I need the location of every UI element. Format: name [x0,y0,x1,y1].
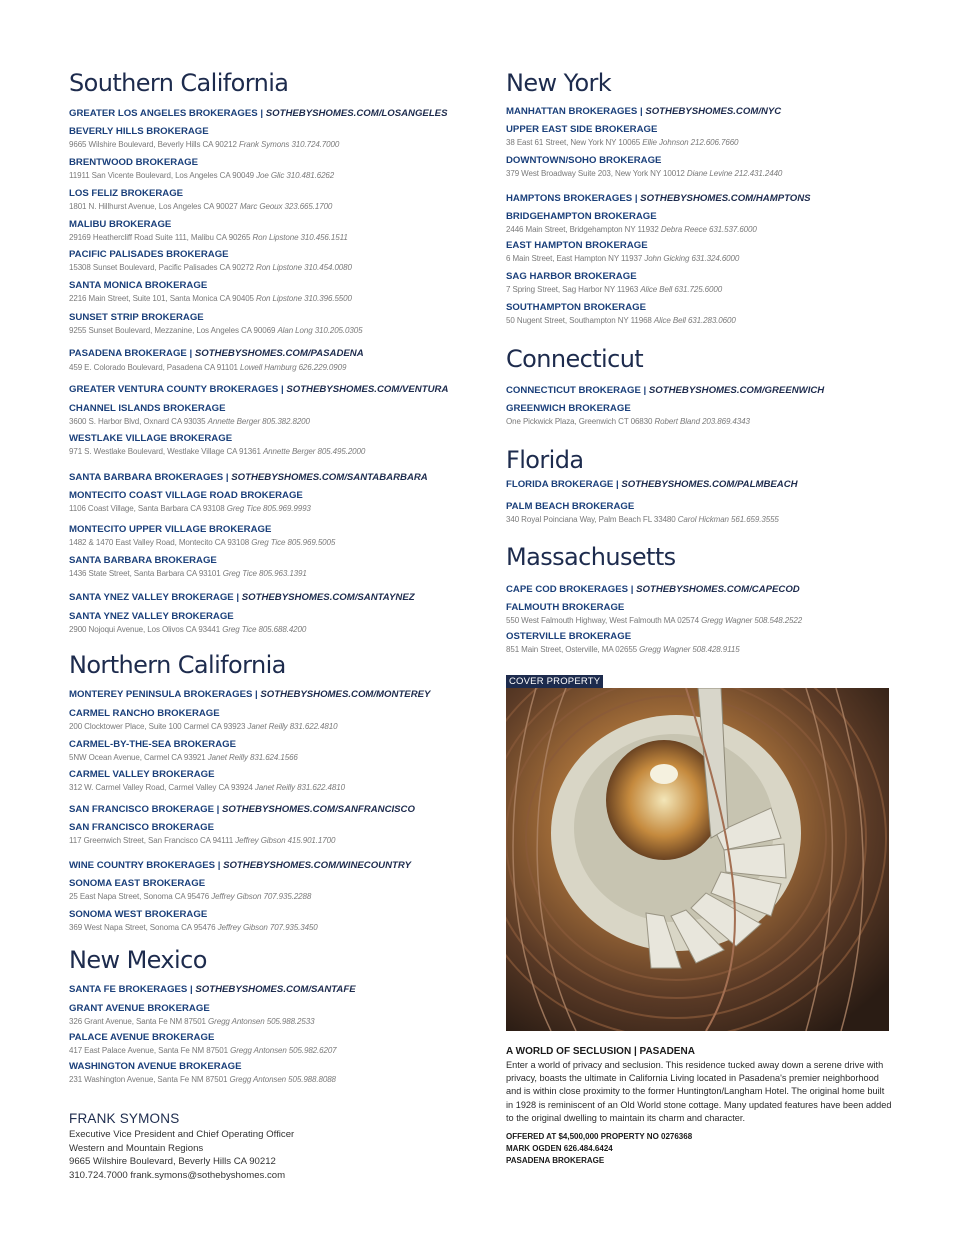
brokerage-address: 340 Royal Poinciana Way, Palm Beach FL 33480 [506,515,676,524]
brokerage-name: MONTECITO UPPER VILLAGE BROKERAGE [69,524,272,535]
brokerage-address: 1482 & 1470 East Valley Road, Montecito CA 93108 [69,538,250,547]
group-name: MANHATTAN BROKERAGES [506,106,638,117]
brokerage-name: CARMEL RANCHO BROKERAGE [69,708,220,719]
brokerage-santa-ynez-valley [69,611,306,635]
brokerage-info [506,315,736,326]
brokerage-address: One Pickwick Plaza, Greenwich CT 06830 [506,417,653,426]
brokerage-name: BEVERLY HILLS BROKERAGE [69,126,209,137]
brokerage-sag-harbor [506,271,722,295]
brokerage-carmel-valley [69,769,345,793]
separator: | [613,479,622,490]
brokerage-name: SONOMA WEST BROKERAGE [69,909,208,920]
brokerage-address: 1106 Coast Village, Santa Barbara CA 93108 [69,504,225,513]
executive-contact-block [69,1110,294,1182]
brokerage-contact: Gregg Antonsen 505.988.2533 [208,1017,315,1026]
brokerage-westlake-village [69,433,365,457]
brokerage-contact: Alice Bell 631.283.0600 [653,316,736,325]
brokerage-contact: Alice Bell 631.725.6000 [640,285,723,294]
group-website-link[interactable]: SOTHEBYSHOMES.COM/NYC [645,106,782,117]
brokerage-contact: Janet Reilly 831.622.4810 [247,722,338,731]
brokerage-name: GREENWICH BROKERAGE [506,403,631,414]
brokerage-name: SUNSET STRIP BROKERAGE [69,312,204,323]
caption-brokerage: PASADENA BROKERAGE [506,1156,605,1166]
brokerage-southampton [506,302,736,326]
brokerage-contact: Lowell Hamburg 626.229.0909 [240,363,347,372]
contact-phone-email[interactable]: 310.724.7000 frank.symons@sothebyshomes.com [69,1169,286,1181]
brokerage-contact: Janet Reilly 831.624.1566 [207,753,298,762]
brokerage-info [69,139,339,150]
cover-property-photo [506,688,889,1031]
group-name: WINE COUNTRY BROKERAGES [69,860,216,871]
brokerage-info [69,835,335,846]
brokerage-name: BRIDGEHAMPTON BROKERAGE [506,211,657,222]
brokerage-address: 7 Spring Street, Sag Harbor NY 11963 [506,285,639,294]
region-title-northern-california: Northern California [69,651,286,679]
brokerage-info [69,721,337,732]
brokerage-name: CARMEL-BY-THE-SEA BROKERAGE [69,739,237,750]
group-header-los-angeles [69,108,448,120]
brokerage-address: 9255 Sunset Boulevard, Mezzanine, Los Angeles CA 90069 [69,326,276,335]
brokerage-info [506,168,782,179]
brokerage-address: 379 West Broadway Suite 203, New York NY 10012 [506,169,685,178]
brokerage-info [506,284,722,295]
brokerage-name: PACIFIC PALISADES BROKERAGE [69,249,229,260]
brokerage-info [69,752,298,763]
brokerage-brentwood [69,157,334,181]
brokerage-name: SAN FRANCISCO BROKERAGE [69,822,214,833]
brokerage-contact: John Gicking 631.324.6000 [644,254,740,263]
brokerage-contact: Jeffrey Gibson 707.935.3450 [217,923,318,932]
brokerage-address: 9665 Wilshire Boulevard, Beverly Hills CA 90212 [69,140,237,149]
group-website-link[interactable]: SOTHEBYSHOMES.COM/SANFRANCISCO [222,804,415,815]
brokerage-info [69,922,318,933]
brokerage-address: 1436 State Street, Santa Barbara CA 93101 [69,569,221,578]
brokerage-contact: Ellie Johnson 212.606.7660 [642,138,739,147]
brokerage-contact: Ron Lipstone 310.396.5500 [256,294,352,303]
brokerage-contact: Jeffrey Gibson 415.901.1700 [235,836,336,845]
brokerage-contact: Janet Reilly 831.622.4810 [254,783,345,792]
brokerage-info [506,416,750,427]
brokerage-contact: Ron Lipstone 310.456.1511 [252,233,348,242]
group-website-link[interactable]: SOTHEBYSHOMES.COM/VENTURA [286,384,449,395]
brokerage-montecito-coast-village [69,490,311,514]
brokerage-info [506,253,739,264]
brokerage-info [69,503,311,514]
brokerage-address: 312 W. Carmel Valley Road, Carmel Valley CA 93924 [69,783,253,792]
brokerage-contact: Gregg Wagner 508.548.2522 [701,616,803,625]
brokerage-info [69,446,365,457]
separator: | [628,584,637,595]
brokerage-info [69,416,310,427]
group-header-santa-barbara [69,472,428,484]
brokerage-name: PALACE AVENUE BROKERAGE [69,1032,215,1043]
brokerage-contact: Annette Berger 805.495.2000 [262,447,366,456]
group-name: GREATER LOS ANGELES BROKERAGES [69,108,258,119]
brokerage-info [69,325,362,336]
brokerage-address: 5NW Ocean Avenue, Carmel CA 93921 [69,753,206,762]
region-title-new-york: New York [506,69,612,97]
group-header-santa-fe [69,984,356,996]
group-name: SANTA FE BROKERAGES [69,984,188,995]
group-header-florida [506,479,798,491]
brokerage-address: 200 Clocktower Place, Suite 100 Carmel CA 93923 [69,722,246,731]
caption-offered-price: OFFERED AT $4,500,000 PROPERTY NO 0276368 [506,1132,693,1142]
brokerage-info [69,293,352,304]
group-header-ventura [69,384,448,396]
group-name: SAN FRANCISCO BROKERAGE [69,804,214,815]
group-website-link[interactable]: SOTHEBYSHOMES.COM/GREENWICH [648,385,825,396]
brokerage-contact: Debra Reece 631.537.6000 [660,225,757,234]
brokerage-bridgehampton [506,211,757,235]
brokerage-name: SAG HARBOR BROKERAGE [506,271,637,282]
brokerage-downtown-soho [506,155,782,179]
brokerage-info [69,201,332,212]
brokerage-info [69,624,306,635]
caption-agent: MARK OGDEN 626.484.6424 [506,1144,613,1154]
brokerage-contact: Alan Long 310.205.0305 [277,326,363,335]
separator: | [187,984,196,995]
brokerage-contact: Frank Symons 310.724.7000 [238,140,340,149]
brokerage-address: 15308 Sunset Boulevard, Pacific Palisades CA 90272 [69,263,254,272]
brokerage-name: OSTERVILLE BROKERAGE [506,631,632,642]
separator: | [215,860,224,871]
brokerage-contact: Greg Tice 805.969.9993 [226,504,311,513]
region-title-new-mexico: New Mexico [69,946,207,974]
group-header-hamptons [506,193,811,205]
brokerage-palace-avenue [69,1032,337,1056]
region-title-massachusetts: Massachusetts [506,543,676,571]
brokerage-sonoma-west [69,909,318,933]
group-website-link[interactable]: SOTHEBYSHOMES.COM/CAPECOD [636,584,800,595]
brokerage-info [506,224,757,235]
brokerage-pasadena [69,361,346,373]
brokerage-osterville [506,631,740,655]
brokerage-address: 1801 N. Hillhurst Avenue, Los Angeles CA 90027 [69,202,238,211]
brokerage-name: SOUTHAMPTON BROKERAGE [506,302,647,313]
contact-name: FRANK SYMONS [69,1111,180,1126]
contact-title: Executive Vice President and Chief Operating Officer [69,1129,295,1140]
brokerage-contact: Marc Geoux 323.665.1700 [239,202,333,211]
brokerage-contact: Gregg Wagner 508.428.9115 [639,645,740,654]
contact-region: Western and Mountain Regions [69,1142,204,1154]
brokerage-contact: Annette Berger 805.382.8200 [207,417,310,426]
brokerage-name: SANTA MONICA BROKERAGE [69,280,208,291]
brokerage-address: 971 S. Westlake Boulevard, Westlake Village CA 91361 [69,447,261,456]
separator: | [640,385,649,396]
brokerage-info [69,262,352,273]
group-website-link[interactable]: SOTHEBYSHOMES.COM/SANTAYNEZ [241,592,415,603]
brokerage-address: 3600 S. Harbor Blvd, Oxnard CA 93035 [69,417,206,426]
brokerage-name: MONTECITO COAST VILLAGE ROAD BROKERAGE [69,490,303,501]
brokerage-name: WASHINGTON AVENUE BROKERAGE [69,1061,242,1072]
group-header-cape-cod [506,584,800,596]
brokerage-washington-avenue [69,1061,336,1085]
group-header-wine-country [69,860,411,872]
brokerage-montecito-upper-village [69,524,335,548]
group-website-link[interactable]: SOTHEBYSHOMES.COM/HAMPTONS [640,193,811,204]
brokerage-contact: Greg Tice 805.688.4200 [222,625,307,634]
brokerage-contact: Jeffrey Gibson 707.935.2288 [211,892,312,901]
brokerage-santa-monica [69,280,352,304]
group-website-link[interactable]: SOTHEBYSHOMES.COM/WINECOUNTRY [223,860,412,871]
brokerage-address: 459 E. Colorado Boulevard, Pasadena CA 91101 [69,363,238,372]
group-header-san-francisco [69,804,415,816]
brokerage-name: DOWNTOWN/SOHO BROKERAGE [506,155,662,166]
brokerage-address: 550 West Falmouth Highway, West Falmouth MA 02574 [506,616,699,625]
brokerage-address: 417 East Palace Avenue, Santa Fe NM 87501 [69,1046,228,1055]
brokerage-name: WESTLAKE VILLAGE BROKERAGE [69,433,233,444]
brokerage-name: LOS FELIZ BROKERAGE [69,188,184,199]
brokerage-info [69,537,335,548]
group-name: CONNECTICUT BROKERAGE [506,385,641,396]
brokerage-greenwich [506,403,750,427]
brokerage-name: FALMOUTH BROKERAGE [506,602,625,613]
brokerage-los-feliz [69,188,332,212]
brokerage-info [506,514,779,525]
brokerage-san-francisco [69,822,335,846]
brokerage-address: 326 Grant Avenue, Santa Fe NM 87501 [69,1017,206,1026]
brokerage-info [69,1045,337,1056]
brokerage-info [506,615,802,626]
group-website-link[interactable]: SOTHEBYSHOMES.COM/PASADENA [194,348,364,359]
brokerage-pacific-palisades [69,249,352,273]
brokerage-malibu [69,219,348,243]
group-website-link[interactable]: SOTHEBYSHOMES.COM/LOSANGELES [265,108,448,119]
brokerage-name: SANTA YNEZ VALLEY BROKERAGE [69,611,234,622]
brokerage-address: 369 West Napa Street, Sonoma CA 95476 [69,923,216,932]
brokerage-channel-islands [69,403,310,427]
brokerage-contact: Greg Tice 805.969.5005 [251,538,336,547]
brokerage-carmel-rancho [69,708,337,732]
brokerage-info [69,1074,336,1085]
brokerage-contact: Greg Tice 805.963.1391 [222,569,307,578]
brokerage-carmel-by-the-sea [69,739,298,763]
group-name: SANTA YNEZ VALLEY BROKERAGE [69,592,234,603]
brokerage-falmouth [506,602,802,626]
group-name: PASADENA BROKERAGE [69,348,187,359]
separator: | [233,592,242,603]
brokerage-santa-barbara [69,555,307,579]
brokerage-name: CARMEL VALLEY BROKERAGE [69,769,215,780]
group-name: GREATER VENTURA COUNTY BROKERAGES [69,384,279,395]
region-title-connecticut: Connecticut [506,345,644,373]
brokerage-address: 2216 Main Street, Suite 101, Santa Monica CA 90405 [69,294,254,303]
separator: | [278,384,287,395]
group-name: FLORIDA BROKERAGE [506,479,614,490]
cover-property-tag: COVER PROPERTY [506,675,603,688]
separator: | [252,689,261,700]
brokerage-name: SANTA BARBARA BROKERAGE [69,555,217,566]
brokerage-name: EAST HAMPTON BROKERAGE [506,240,648,251]
separator: | [257,108,266,119]
brokerage-info [69,170,334,181]
group-header-manhattan [506,106,781,118]
brokerage-contact: Gregg Antonsen 505.988.8088 [229,1075,336,1084]
group-header-monterey [69,689,430,701]
brokerage-contact: Joe Glic 310.481.6262 [256,171,335,180]
brokerage-address: 851 Main Street, Osterville, MA 02655 [506,645,638,654]
brokerage-address: 2900 Nojoqui Avenue, Los Olivos CA 93441 [69,625,221,634]
separator: | [632,193,641,204]
group-name: MONTEREY PENINSULA BROKERAGES [69,689,253,700]
spiral-staircase-image [506,688,889,1031]
brokerage-info [69,362,346,373]
brokerage-name: PALM BEACH BROKERAGE [506,501,635,512]
group-header-pasadena [69,348,364,360]
separator: | [213,804,222,815]
caption-body: Enter a world of privacy and seclusion. This residence tucked away down a serene drive with privacy, boasts the ultimate in California Living located in Pasadena's premier neighborhood and is within close proximity to the former Huntington/Langham Hotel. The original home built in 1928 is reminiscent of an Old World stone cottage. Many updated features have been added to the original dwelling to maintain its charm and character. [506,1060,892,1123]
group-name: HAMPTONS BROKERAGES [506,193,633,204]
brokerage-beverly-hills [69,126,339,150]
region-title-florida: Florida [506,446,584,474]
brokerage-info [69,891,311,902]
brokerage-sunset-strip [69,312,362,336]
caption-title: A WORLD OF SECLUSION | PASADENA [506,1046,695,1057]
brokerage-address: 50 Nugent Street, Southampton NY 11968 [506,316,652,325]
brokerage-info [69,232,348,243]
group-name: CAPE COD BROKERAGES [506,584,629,595]
brokerage-info [506,644,740,655]
brokerage-info [69,782,345,793]
brokerage-address: 25 East Napa Street, Sonoma CA 95476 [69,892,210,901]
brokerage-name: SONOMA EAST BROKERAGE [69,878,206,889]
brokerage-address: 6 Main Street, East Hampton NY 11937 [506,254,643,263]
brokerage-address: 231 Washington Avenue, Santa Fe NM 87501 [69,1075,228,1084]
separator: | [637,106,646,117]
group-website-link[interactable]: SOTHEBYSHOMES.COM/MONTEREY [260,689,431,700]
brokerage-address: 117 Greenwich Street, San Francisco CA 94111 [69,836,234,845]
separator: | [223,472,232,483]
brokerage-name: GRANT AVENUE BROKERAGE [69,1003,210,1014]
brokerage-palm-beach [506,501,779,525]
brokerage-info [69,568,307,579]
group-header-connecticut [506,385,824,397]
separator: | [186,348,195,359]
brokerage-grant-avenue [69,1003,314,1027]
brokerage-address: 2446 Main Street, Bridgehampton NY 11932 [506,225,659,234]
brokerage-sonoma-east [69,878,311,902]
group-name: SANTA BARBARA BROKERAGES [69,472,224,483]
brokerage-contact: Carol Hickman 561.659.3555 [677,515,779,524]
brokerage-upper-east-side [506,124,738,148]
group-website-link[interactable]: SOTHEBYSHOMES.COM/SANTABARBARA [231,472,428,483]
brokerage-address: 38 East 61 Street, New York NY 10065 [506,138,641,147]
brokerage-contact: Robert Bland 203.869.4343 [654,417,750,426]
brokerage-name: CHANNEL ISLANDS BROKERAGE [69,403,226,414]
cover-property-caption [506,1045,892,1167]
group-header-santa-ynez [69,592,415,604]
brokerage-name: MALIBU BROKERAGE [69,219,172,230]
brokerage-east-hampton [506,240,739,264]
brokerage-info [506,137,738,148]
group-website-link[interactable]: SOTHEBYSHOMES.COM/SANTAFE [195,984,356,995]
brokerage-name: BRENTWOOD BROKERAGE [69,157,198,168]
brokerage-address: 11911 San Vicente Boulevard, Los Angeles CA 90049 [69,171,255,180]
brokerage-contact: Gregg Antonsen 505.982.6207 [230,1046,337,1055]
brokerage-name: UPPER EAST SIDE BROKERAGE [506,124,658,135]
brokerage-info [69,1016,314,1027]
group-website-link[interactable]: SOTHEBYSHOMES.COM/PALMBEACH [621,479,798,490]
contact-address: 9665 Wilshire Boulevard, Beverly Hills CA 90212 [69,1156,276,1167]
brokerage-contact: Ron Lipstone 310.454.0080 [256,263,352,272]
brokerage-address: 29169 Heathercliff Road Suite 111, Malibu CA 90265 [69,233,251,242]
region-title-southern-california: Southern California [69,69,289,97]
brokerage-contact: Diane Levine 212.431.2440 [686,169,783,178]
